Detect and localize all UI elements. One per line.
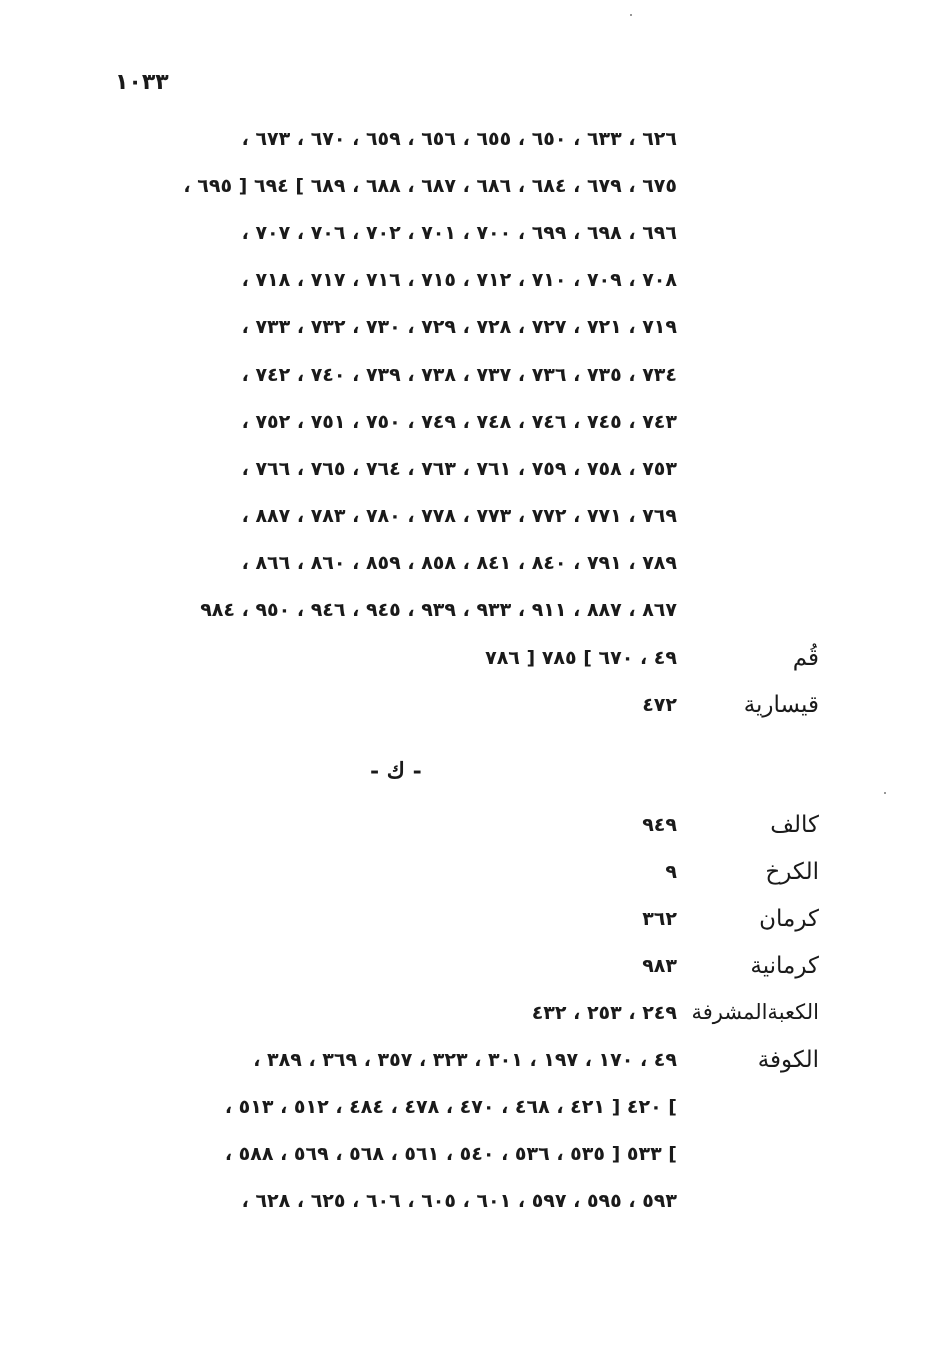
index-line: ٧٨٩ ، ٧٩١ ، ٨٤٠ ، ٨٤١ ، ٨٥٨ ، ٨٥٩ ، ٨٦٠ ، ٨٦٦ ، [241,552,677,574]
index-term: الكرخ [765,859,819,885]
index-term: الكعبةالمشرفة [691,1000,819,1024]
index-line: ٨٦٧ ، ٨٨٧ ، ٩١١ ، ٩٣٣ ، ٩٣٩ ، ٩٤٥ ، ٩٤٦ ، ٩٥٠ ، ٩٨٤ [200,599,677,621]
page-speck [884,792,886,794]
page-speck [630,14,632,16]
index-refs: ٣٦٢ [642,908,677,930]
index-refs: ٩ [665,861,677,883]
index-refs: ٤٧٢ [642,694,677,716]
section-heading: - ك - [370,758,422,784]
index-term: قُم [792,645,819,671]
index-line: ] ٤٢٠ [ ٤٢١ ، ٤٦٨ ، ٤٧٠ ، ٤٧٨ ، ٤٨٤ ، ٥١٢ ، ٥١٣ ، [224,1096,677,1118]
index-refs: ٩٨٣ [642,955,677,977]
index-refs: ٤٩ ، ٦٧٠ ] ٧٨٥ [ ٧٨٦ [485,647,677,669]
index-term: كرمان [759,906,819,932]
index-refs: ٩٤٩ [642,814,677,836]
index-line: ٧٦٩ ، ٧٧١ ، ٧٧٢ ، ٧٧٣ ، ٧٧٨ ، ٧٨٠ ، ٧٨٣ ، ٨٨٧ ، [241,505,677,527]
index-line: ٧٥٣ ، ٧٥٨ ، ٧٥٩ ، ٧٦١ ، ٧٦٣ ، ٧٦٤ ، ٧٦٥ ، ٧٦٦ ، [241,458,677,480]
index-line: ٦٢٦ ، ٦٣٣ ، ٦٥٠ ، ٦٥٥ ، ٦٥٦ ، ٦٥٩ ، ٦٧٠ ، ٦٧٣ ، [241,128,677,150]
index-term: الكوفة [757,1047,819,1073]
index-line: ٦٧٥ ، ٦٧٩ ، ٦٨٤ ، ٦٨٦ ، ٦٨٧ ، ٦٨٨ ، ٦٨٩ ] ٦٩٤ [ ٦٩٥ ، [183,175,677,197]
index-refs: ٤٩ ، ١٧٠ ، ١٩٧ ، ٣٠١ ، ٣٢٣ ، ٣٥٧ ، ٣٦٩ ، ٣٨٩ ، [253,1049,677,1071]
index-line: ] ٥٣٣ [ ٥٣٥ ، ٥٣٦ ، ٥٤٠ ، ٥٦١ ، ٥٦٨ ، ٥٦٩ ، ٥٨٨ ، [224,1143,677,1165]
index-line: ٧٠٨ ، ٧٠٩ ، ٧١٠ ، ٧١٢ ، ٧١٥ ، ٧١٦ ، ٧١٧ ، ٧١٨ ، [241,269,677,291]
index-refs: ٢٤٩ ، ٢٥٣ ، ٤٣٢ [531,1002,677,1024]
index-term: قيسارية [743,692,819,718]
index-line: ٥٩٣ ، ٥٩٥ ، ٥٩٧ ، ٦٠١ ، ٦٠٥ ، ٦٠٦ ، ٦٢٥ ، ٦٢٨ ، [241,1190,677,1212]
index-line: ٧٤٣ ، ٧٤٥ ، ٧٤٦ ، ٧٤٨ ، ٧٤٩ ، ٧٥٠ ، ٧٥١ ، ٧٥٢ ، [241,411,677,433]
index-line: ٧٣٤ ، ٧٣٥ ، ٧٣٦ ، ٧٣٧ ، ٧٣٨ ، ٧٣٩ ، ٧٤٠ ، ٧٤٢ ، [241,364,677,386]
page-number: ١٠٣٣ [115,70,169,95]
index-term: كالف [770,812,819,838]
index-term: كرمانية [750,953,819,979]
index-line: ٧١٩ ، ٧٢١ ، ٧٢٧ ، ٧٢٨ ، ٧٢٩ ، ٧٣٠ ، ٧٣٢ ، ٧٣٣ ، [241,316,677,338]
index-line: ٦٩٦ ، ٦٩٨ ، ٦٩٩ ، ٧٠٠ ، ٧٠١ ، ٧٠٢ ، ٧٠٦ ، ٧٠٧ ، [241,222,677,244]
